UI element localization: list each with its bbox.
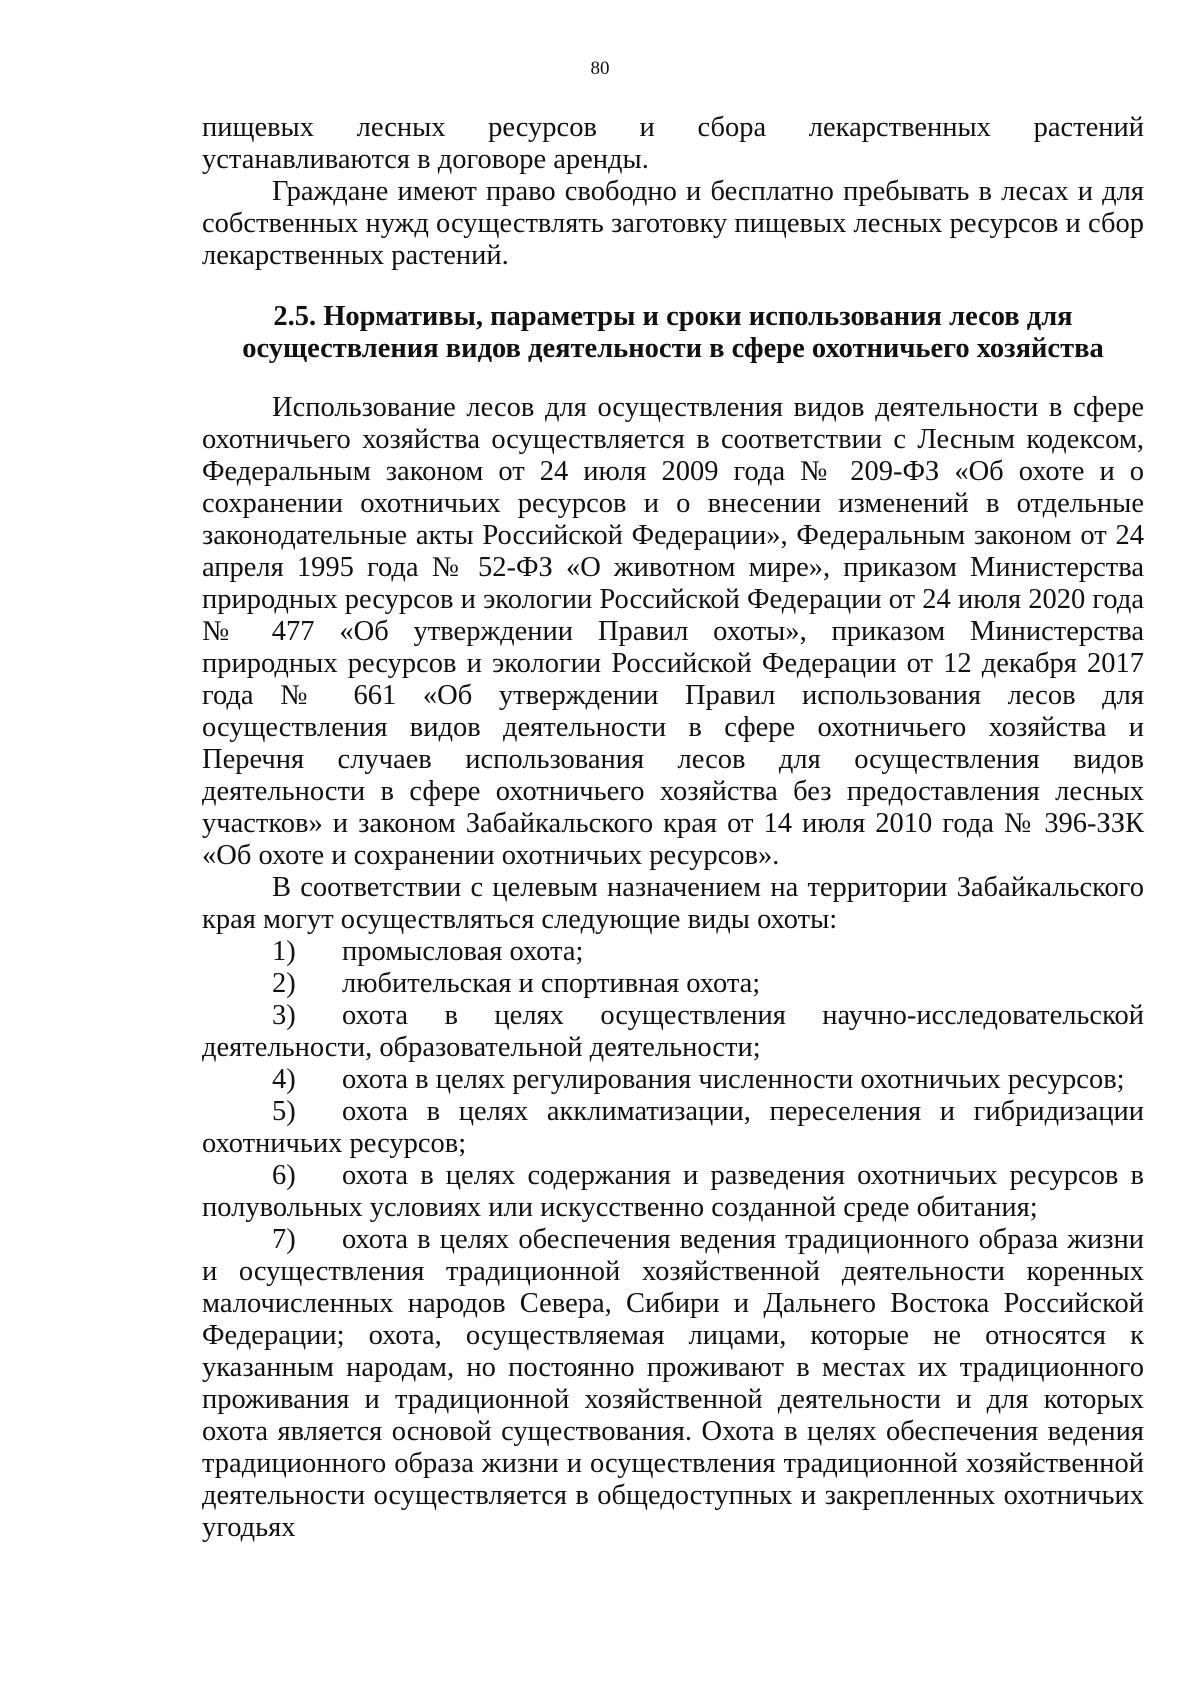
list-item-number: 2) — [272, 968, 296, 999]
list-item — [202, 1064, 1144, 1096]
section-heading-line-1: 2.5. Нормативы, параметры и сроки использования лесов для — [273, 301, 1073, 332]
list-item — [202, 1160, 1144, 1224]
page-number: 80 — [590, 58, 610, 79]
list-item-text: охота в целях содержания и разведения охотничьих ресурсов в полувольных условиях или искусственно созданной среде обитания; — [202, 1160, 1144, 1223]
paragraph-citizens-rights: Граждане имеют право свободно и бесплатно пребывать в лесах и для собственных нужд осуществлять заготовку пищевых лесных ресурсов и сбор лекарственных растений. — [202, 176, 1144, 271]
paragraph-hunting-types-intro: В соответствии с целевым назначением на территории Забайкальского края могут осуществляться следующие виды охоты: — [202, 872, 1144, 935]
document-body — [202, 112, 1144, 1544]
list-item-number: 4) — [272, 1064, 296, 1095]
list-item — [202, 936, 1144, 968]
list-item-text: охота в целях регулирования численности охотничьих ресурсов; — [342, 1064, 1125, 1095]
list-item — [202, 968, 1144, 1000]
list-item-text: охота в целях обеспечения ведения традиционного образа жизни и осуществления традиционной хозяйственной деятельности коренных малочисленных народов Севера, Сибири и Дальнего Востока Российской Федерации; охота, осуществляемая лицами, которые не относятся к указанным народам, но постоянно проживают в местах их традиционного проживания и традиционной хозяйственной деятельности и для которых охота является основой существования. Охота в целях обеспечения ведения традиционного образа жизни и осуществления традиционной хозяйственной деятельности осуществляется в общедоступных и закрепленных охотничьих угодьях — [202, 1224, 1144, 1543]
list-item-text: охота в целях осуществления научно-исследовательской деятельности, образовательной деятельности; — [202, 1000, 1144, 1063]
list-item-number: 3) — [272, 1000, 296, 1031]
list-item-number: 1) — [272, 936, 296, 967]
list-item — [202, 1224, 1144, 1544]
list-item-text: охота в целях акклиматизации, переселения и гибридизации охотничьих ресурсов; — [202, 1096, 1144, 1159]
list-item-text: промысловая охота; — [342, 936, 584, 967]
list-item — [202, 1000, 1144, 1064]
section-heading-line-2: осуществления видов деятельности в сфере охотничьего хозяйства — [242, 333, 1104, 364]
list-item — [202, 1096, 1144, 1160]
paragraph-continuation: пищевых лесных ресурсов и сбора лекарственных растений устанавливаются в договоре аренды. — [202, 112, 1144, 175]
list-item-number: 5) — [272, 1096, 296, 1127]
section-heading — [202, 301, 1144, 365]
list-item-number: 7) — [272, 1224, 296, 1255]
list-item-number: 6) — [272, 1160, 296, 1191]
list-item-text: любительская и спортивная охота; — [342, 968, 761, 999]
paragraph-legal-basis: Использование лесов для осуществления видов деятельности в сфере охотничьего хозяйства осуществляется в соответствии с Лесным кодексом, Федеральным законом от 24 июля 2009 года № 209-ФЗ «Об охоте и о сохранении охотничьих ресурсов и о внесении изменений в отдельные законодательные акты Российской Федерации», Федеральным законом от 24 апреля 1995 года № 52-ФЗ «О животном мире», приказом Министерства природных ресурсов и экологии Российской Федерации от 24 июля 2020 года № 477 «Об утверждении Правил охоты», приказом Министерства природных ресурсов и экологии Российской Федерации от 12 декабря 2017 года № 661 «Об утверждении Правил использования лесов для осуществления видов деятельности в сфере охотничьего хозяйства и Перечня случаев использования лесов для осуществления видов деятельности в сфере охотничьего хозяйства без предоставления лесных участков» и законом Забайкальского края от 14 июля 2010 года № 396-ЗЗК «Об охоте и сохранении охотничьих ресурсов». — [202, 392, 1144, 871]
